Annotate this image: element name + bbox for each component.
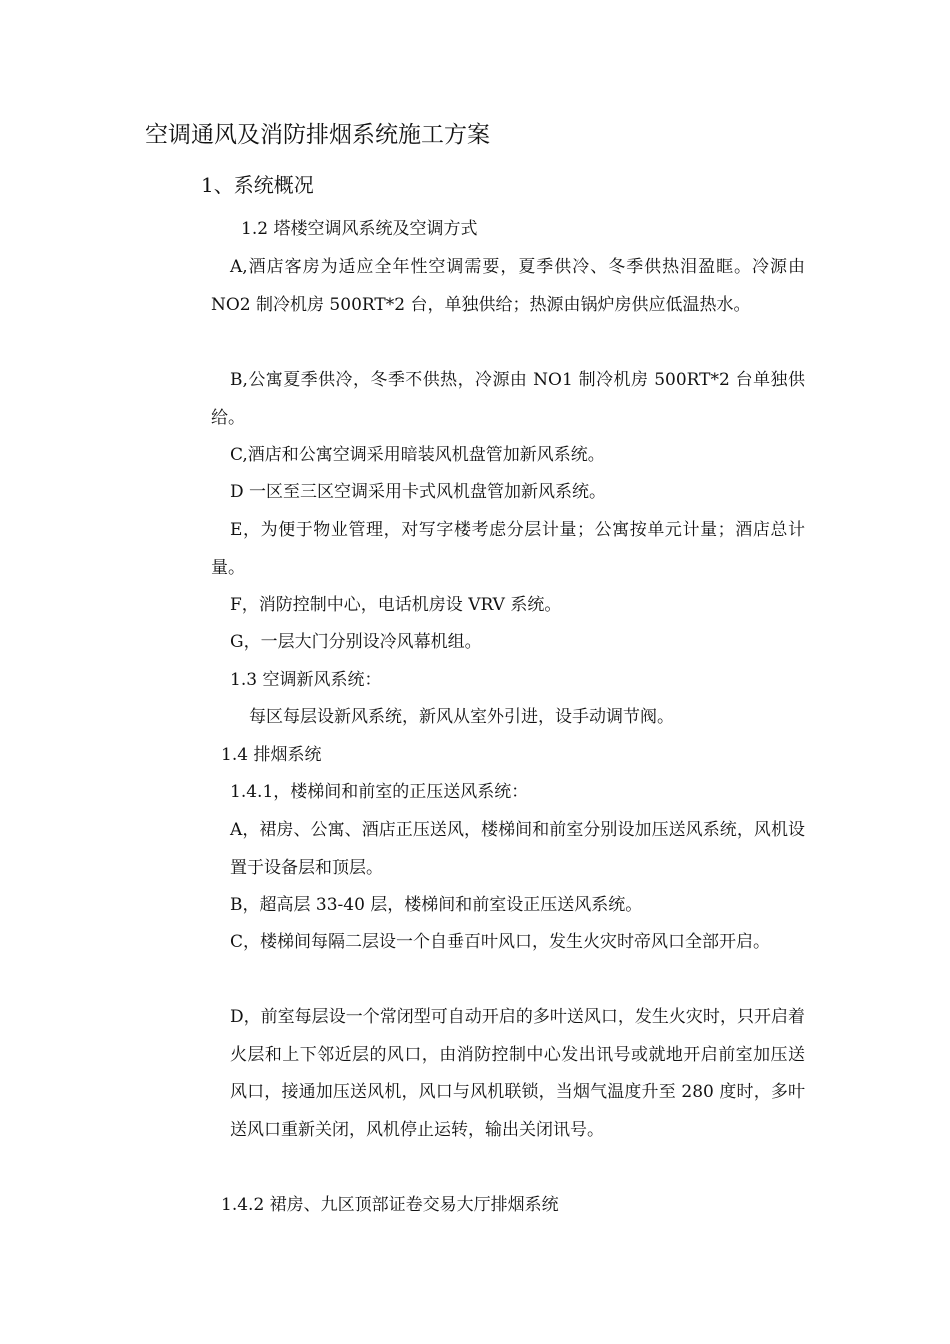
paragraph-e: E，为便于物业管理，对写字楼考虑分层计量；公寓按单元计量；酒店总计量。 [211,520,805,578]
paragraph-1-4-1-b: B，超高层 33-40 层，楼梯间和前室设正压送风系统。 [230,895,643,915]
paragraph-1-4-1-c: C，楼梯间每隔二层设一个自垂百叶风口，发生火灾时帝风口全部开启。 [230,932,771,952]
subsection-heading-1-3: 1.3 空调新风系统： [230,670,382,690]
subsection-heading-1-4-2: 1.4.2 裙房、九区顶部证卷交易大厅排烟系统 [221,1195,559,1215]
document-title: 空调通风及消防排烟系统施工方案 [145,122,490,148]
paragraph-1-4-1-a: A，裙房、公寓、酒店正压送风，楼梯间和前室分别设加压送风系统，风机设置于设备层和顶层。 [230,820,805,878]
paragraph-f: F，消防控制中心，电话机房设 VRV 系统。 [230,595,562,615]
paragraph-a: A,酒店客房为适应全年性空调需要，夏季供冷、冬季供热泪盈眶。冷源由 NO2 制冷机房 500RT*2 台，单独供给；热源由锅炉房供应低温热水。 [211,257,805,315]
paragraph-g: G，一层大门分别设冷风幕机组。 [230,632,482,652]
paragraph-b: B,公寓夏季供冷，冬季不供热，冷源由 NO1 制冷机房 500RT*2 台单独供给。 [211,370,805,428]
paragraph-1-4-1-d: D，前室每层设一个常闭型可自动开启的多叶送风口，发生火灾时，只开启着火层和上下邻近层的风口，由消防控制中心发出讯号或就地开启前室加压送风口，接通加压送风机，风口与风机联锁，当烟气温度升至 280 度时，多叶送风口重新关闭，风机停止运转，输出关闭讯号。 [230,1007,805,1140]
paragraph-fresh-air: 每区每层设新风系统，新风从室外引进，设手动调节阀。 [249,707,674,727]
subsection-heading-1-4: 1.4 排烟系统 [221,745,322,765]
section-heading: 1、系统概况 [201,173,314,197]
paragraph-d: D 一区至三区空调采用卡式风机盘管加新风系统。 [230,482,607,502]
subsection-heading-1-2: 1.2 塔楼空调风系统及空调方式 [241,219,478,239]
subsection-heading-1-4-1: 1.4.1，楼梯间和前室的正压送风系统： [230,782,529,802]
paragraph-c: C,酒店和公寓空调采用暗装风机盘管加新风系统。 [230,445,605,465]
